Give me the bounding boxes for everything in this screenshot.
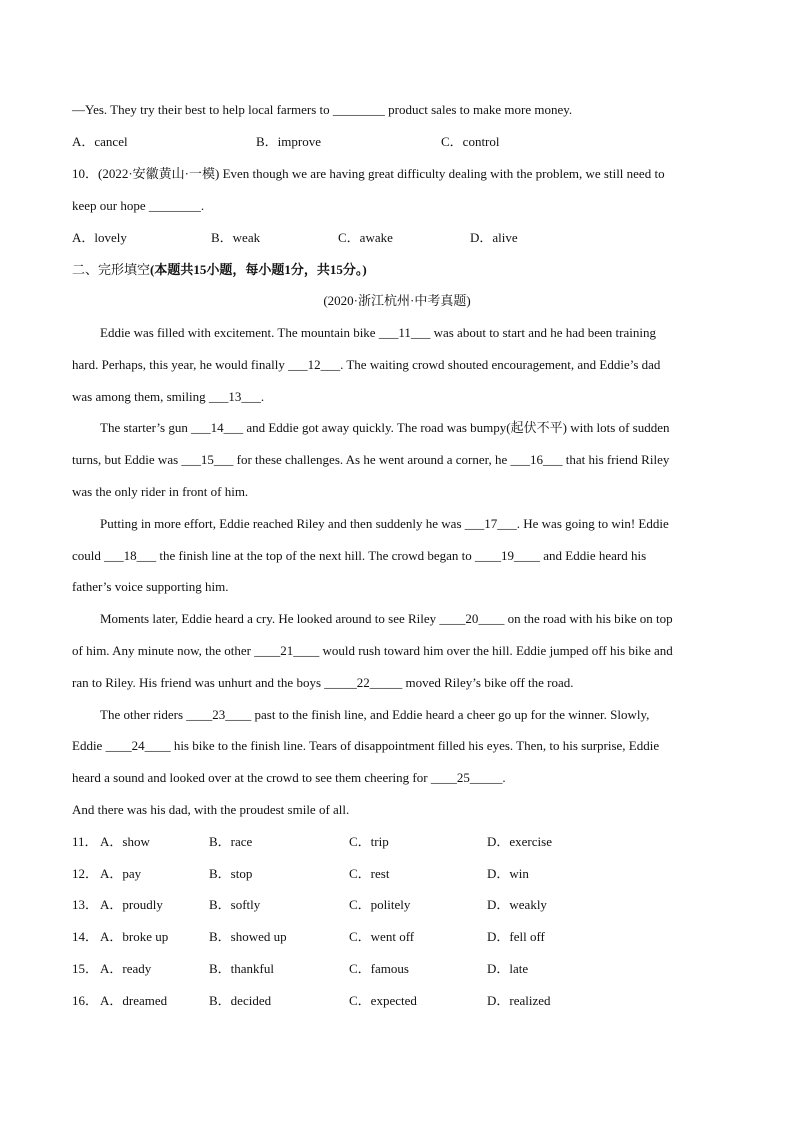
q10-option-d: D．alive <box>470 230 518 245</box>
q10-option-a: A．lovely <box>72 230 127 245</box>
question-number: 13． <box>72 897 99 912</box>
option-b: B．showed up <box>209 929 287 944</box>
option-d: D．win <box>487 866 529 881</box>
q10-stem-line1: 10．(2022·安徽黄山·一模) Even though we are having great difficulty dealing with the problem, we still need to <box>72 166 665 181</box>
option-c: C．expected <box>349 993 417 1008</box>
option-a: A．show <box>100 834 150 849</box>
passage-line: The starter’s gun ___14___ and Eddie got away quickly. The road was bumpy(起伏不平) with lots of sudden <box>100 420 670 435</box>
passage-line: turns, but Eddie was ___15___ for these challenges. As he went around a corner, he ___16___ that his friend Riley <box>72 452 670 467</box>
option-a: A．proudly <box>100 897 163 912</box>
q9-option-c: C．control <box>441 134 500 149</box>
q10-stem-line2: keep our hope ________. <box>72 198 205 213</box>
option-d: D．weakly <box>487 897 547 912</box>
option-d: D．fell off <box>487 929 545 944</box>
q9-option-a: A．cancel <box>72 134 128 149</box>
section-heading <box>72 261 367 279</box>
passage-line: heard a sound and looked over at the crowd to see them cheering for ____25_____. <box>72 770 506 785</box>
passage-line: could ___18___ the finish line at the top of the next hill. The crowd began to ____19____ and Eddie heard his <box>72 548 647 563</box>
option-b: B．softly <box>209 897 261 912</box>
section-heading-bold: (本题共15小题，每小题1分，共15分。) <box>150 262 367 277</box>
q10-option-c: C．awake <box>338 230 393 245</box>
question-number: 12． <box>72 866 99 881</box>
option-b: B．stop <box>209 866 253 881</box>
option-c: C．politely <box>349 897 411 912</box>
question-number: 11． <box>72 834 98 849</box>
passage-line: Eddie was filled with excitement. The mountain bike ___11___ was about to start and he had been training <box>100 325 656 340</box>
option-c: C．rest <box>349 866 390 881</box>
option-a: A．broke up <box>100 929 169 944</box>
passage-line: was the only rider in front of him. <box>72 484 249 499</box>
passage-line: father’s voice supporting him. <box>72 579 229 594</box>
option-c: C．famous <box>349 961 409 976</box>
option-b: B．thankful <box>209 961 274 976</box>
q9-stem: —Yes. They try their best to help local farmers to ________ product sales to make more money. <box>72 102 573 117</box>
question-number: 15． <box>72 961 99 976</box>
passage-line: The other riders ____23____ past to the finish line, and Eddie heard a cheer go up for the winner. Slowly, <box>100 707 650 722</box>
passage-line: Moments later, Eddie heard a cry. He looked around to see Riley ____20____ on the road with his bike on top <box>100 611 673 626</box>
passage-line: was among them, smiling ___13___. <box>72 389 265 404</box>
option-d: D．realized <box>487 993 551 1008</box>
passage-line: ran to Riley. His friend was unhurt and the boys _____22_____ moved Riley’s bike off the road. <box>72 675 574 690</box>
passage-line: Putting in more effort, Eddie reached Riley and then suddenly he was ___17___. He was going to win! Eddie <box>100 516 669 531</box>
option-a: A．pay <box>100 866 142 881</box>
passage-line: Eddie ____24____ his bike to the finish line. Tears of disappointment filled his eyes. Then, to his surprise, Eddie <box>72 738 660 753</box>
option-d: D．exercise <box>487 834 552 849</box>
option-c: C．trip <box>349 834 389 849</box>
question-number: 14． <box>72 929 99 944</box>
passage-line: And there was his dad, with the proudest smile of all. <box>72 802 350 817</box>
q10-option-b: B．weak <box>211 230 261 245</box>
option-a: A．dreamed <box>100 993 168 1008</box>
section-heading-prefix: 二、完形填空 <box>72 262 151 277</box>
question-number: 16． <box>72 993 99 1008</box>
passage-line: hard. Perhaps, this year, he would finally ___12___. The waiting crowd shouted encouragement, and Eddie’s dad <box>72 357 661 372</box>
option-c: C．went off <box>349 929 415 944</box>
passage-source: (2020·浙江杭州·中考真题) <box>323 293 471 308</box>
passage-line: of him. Any minute now, the other ____21____ would rush toward him over the hill. Eddie jumped off his bike and <box>72 643 673 658</box>
option-d: D．late <box>487 961 529 976</box>
option-b: B．decided <box>209 993 272 1008</box>
option-b: B．race <box>209 834 253 849</box>
option-a: A．ready <box>100 961 152 976</box>
q9-option-b: B．improve <box>256 134 321 149</box>
